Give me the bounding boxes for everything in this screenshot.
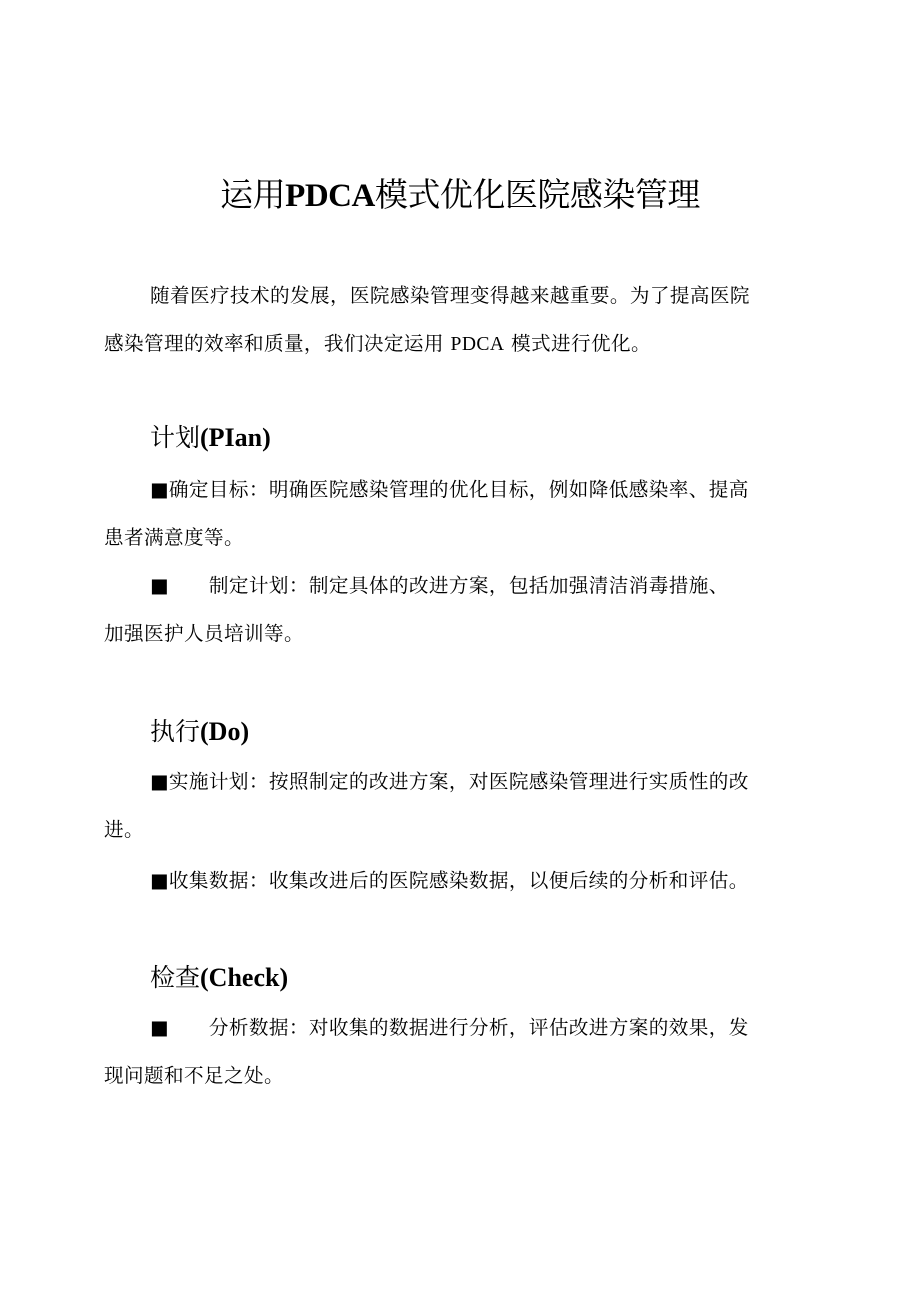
intro-line-2-pre: 感染管理的效率和质量，我们决定运用 xyxy=(104,332,451,355)
intro-line-2 xyxy=(104,320,804,368)
plan-item-1-line-1 xyxy=(104,466,804,514)
plan-item-1-line-2: 患者满意度等。 xyxy=(104,526,244,549)
section-heading-plan xyxy=(150,418,271,458)
plan-item-1-text: 确定目标：明确医院感染管理的优化目标，例如降低感染率、提高 xyxy=(168,478,749,501)
do-heading-latin: (Do) xyxy=(200,717,250,746)
bullet-square-icon: ■ xyxy=(150,770,169,793)
plan-item-2 xyxy=(104,562,804,658)
check-item-1-line-1 xyxy=(104,1004,804,1052)
do-heading-cjk: 执行 xyxy=(150,717,201,746)
plan-item-2-line-1 xyxy=(104,562,804,610)
plan-item-2-line-2: 加强医护人员培训等。 xyxy=(104,622,304,645)
do-item-2-line-1 xyxy=(104,857,804,905)
title-latin: PDCA xyxy=(285,178,375,214)
check-item-1-text: 分析数据：对收集的数据进行分析，评估改进方案的效果，发 xyxy=(208,1016,749,1039)
do-item-1-text: 实施计划：按照制定的改进方案，对医院感染管理进行实质性的改 xyxy=(168,770,749,793)
section-heading-check xyxy=(150,958,288,998)
plan-heading-cjk: 计划 xyxy=(150,423,201,452)
check-item-1-line-2: 现问题和不足之处。 xyxy=(104,1064,284,1087)
check-heading-cjk: 检查 xyxy=(150,963,201,992)
section-heading-do xyxy=(150,712,249,752)
do-item-2 xyxy=(104,857,804,905)
document-title xyxy=(0,170,920,221)
plan-item-1 xyxy=(104,466,804,562)
bullet-square-icon: ■ xyxy=(150,478,169,501)
title-post: 模式优化医院感染管理 xyxy=(374,175,700,214)
bullet-square-icon: ■ xyxy=(150,869,169,892)
do-item-2-text: 收集数据：收集改进后的医院感染数据，以便后续的分析和评估。 xyxy=(168,869,749,892)
do-item-1-line-1 xyxy=(104,758,804,806)
plan-item-2-text: 制定计划：制定具体的改进方案，包括加强清洁消毒措施、 xyxy=(208,574,729,597)
intro-line-2-post: 模式进行优化。 xyxy=(504,332,651,355)
bullet-square-icon: ■ xyxy=(150,574,169,597)
check-item-1 xyxy=(104,1004,804,1100)
check-heading-latin: (Check) xyxy=(200,963,289,992)
intro-line-2-latin: PDCA xyxy=(450,334,505,355)
do-item-1-line-2: 进。 xyxy=(104,818,144,841)
title-pre: 运用 xyxy=(220,175,286,214)
intro-line-1: 随着医疗技术的发展，医院感染管理变得越来越重要。为了提高医院 xyxy=(150,284,750,307)
intro-paragraph xyxy=(104,272,804,368)
plan-heading-latin: (PIan) xyxy=(200,423,271,452)
bullet-square-icon: ■ xyxy=(150,1016,169,1039)
do-item-1 xyxy=(104,758,804,854)
